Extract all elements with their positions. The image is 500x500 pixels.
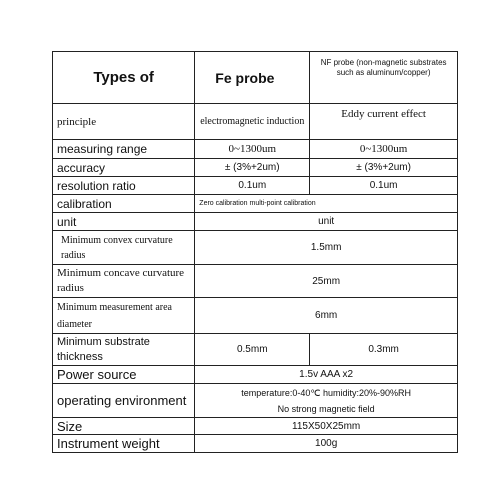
row-min-substrate	[53, 334, 458, 366]
header-fe-probe: Fe probe	[195, 52, 310, 104]
value-weight: 100g	[195, 435, 458, 453]
value-power: 1.5v AAA x2	[195, 366, 458, 384]
label-min-convex: Minimum convex curvature radius	[53, 231, 195, 265]
nf-accuracy: ± (3%+2um)	[310, 159, 458, 177]
fe-resolution: 0.1um	[195, 177, 310, 195]
value-unit: unit	[195, 213, 458, 231]
row-min-convex	[53, 231, 458, 265]
fe-min-substrate: 0.5mm	[195, 334, 310, 366]
label-weight: Instrument weight	[53, 435, 195, 453]
value-size: 115X50X25mm	[195, 418, 458, 435]
label-size: Size	[53, 418, 195, 435]
label-min-concave: Minimum concave curvature radius	[53, 265, 195, 298]
label-accuracy: accuracy	[53, 159, 195, 177]
spec-table	[52, 51, 458, 453]
value-min-convex: 1.5mm	[195, 231, 458, 265]
row-min-area	[53, 298, 458, 334]
row-accuracy	[53, 159, 458, 177]
row-unit	[53, 213, 458, 231]
label-min-substrate: Minimum substrate thickness	[53, 334, 195, 366]
row-calibration	[53, 195, 458, 213]
row-environment	[53, 384, 458, 418]
fe-principle: electromagnetic induction	[195, 104, 310, 140]
label-principle: principle	[53, 104, 195, 140]
fe-accuracy: ± (3%+2um)	[195, 159, 310, 177]
value-environment-line1: temperature:0-40℃ humidity:20%-90%RH	[241, 387, 411, 398]
label-power: Power source	[53, 366, 195, 384]
row-power	[53, 366, 458, 384]
nf-measuring-range: 0~1300um	[310, 140, 458, 159]
row-measuring-range	[53, 140, 458, 159]
header-nf-probe: NF probe (non-magnetic substrates such as aluminum/copper)	[310, 52, 458, 104]
nf-resolution: 0.1um	[310, 177, 458, 195]
label-resolution: resolution ratio	[53, 177, 195, 195]
fe-measuring-range: 0~1300um	[195, 140, 310, 159]
label-calibration: calibration	[53, 195, 195, 213]
row-size	[53, 418, 458, 435]
row-min-concave	[53, 265, 458, 298]
value-min-concave: 25mm	[195, 265, 458, 298]
label-min-area: Minimum measurement area diameter	[53, 298, 195, 334]
value-calibration: Zero calibration multi-point calibration	[195, 195, 458, 213]
row-principle	[53, 104, 458, 140]
spec-table-container	[52, 51, 458, 453]
value-environment-line2: No strong magnetic field	[277, 403, 375, 414]
label-environment: operating environment	[53, 384, 195, 418]
value-min-area: 6mm	[195, 298, 458, 334]
header-row	[53, 52, 458, 104]
label-unit: unit	[53, 213, 195, 231]
label-measuring-range: measuring range	[53, 140, 195, 159]
value-environment	[195, 384, 458, 418]
row-resolution	[53, 177, 458, 195]
row-weight	[53, 435, 458, 453]
nf-min-substrate: 0.3mm	[310, 334, 458, 366]
header-title: Types of	[53, 52, 195, 104]
nf-principle: Eddy current effect	[310, 104, 458, 140]
